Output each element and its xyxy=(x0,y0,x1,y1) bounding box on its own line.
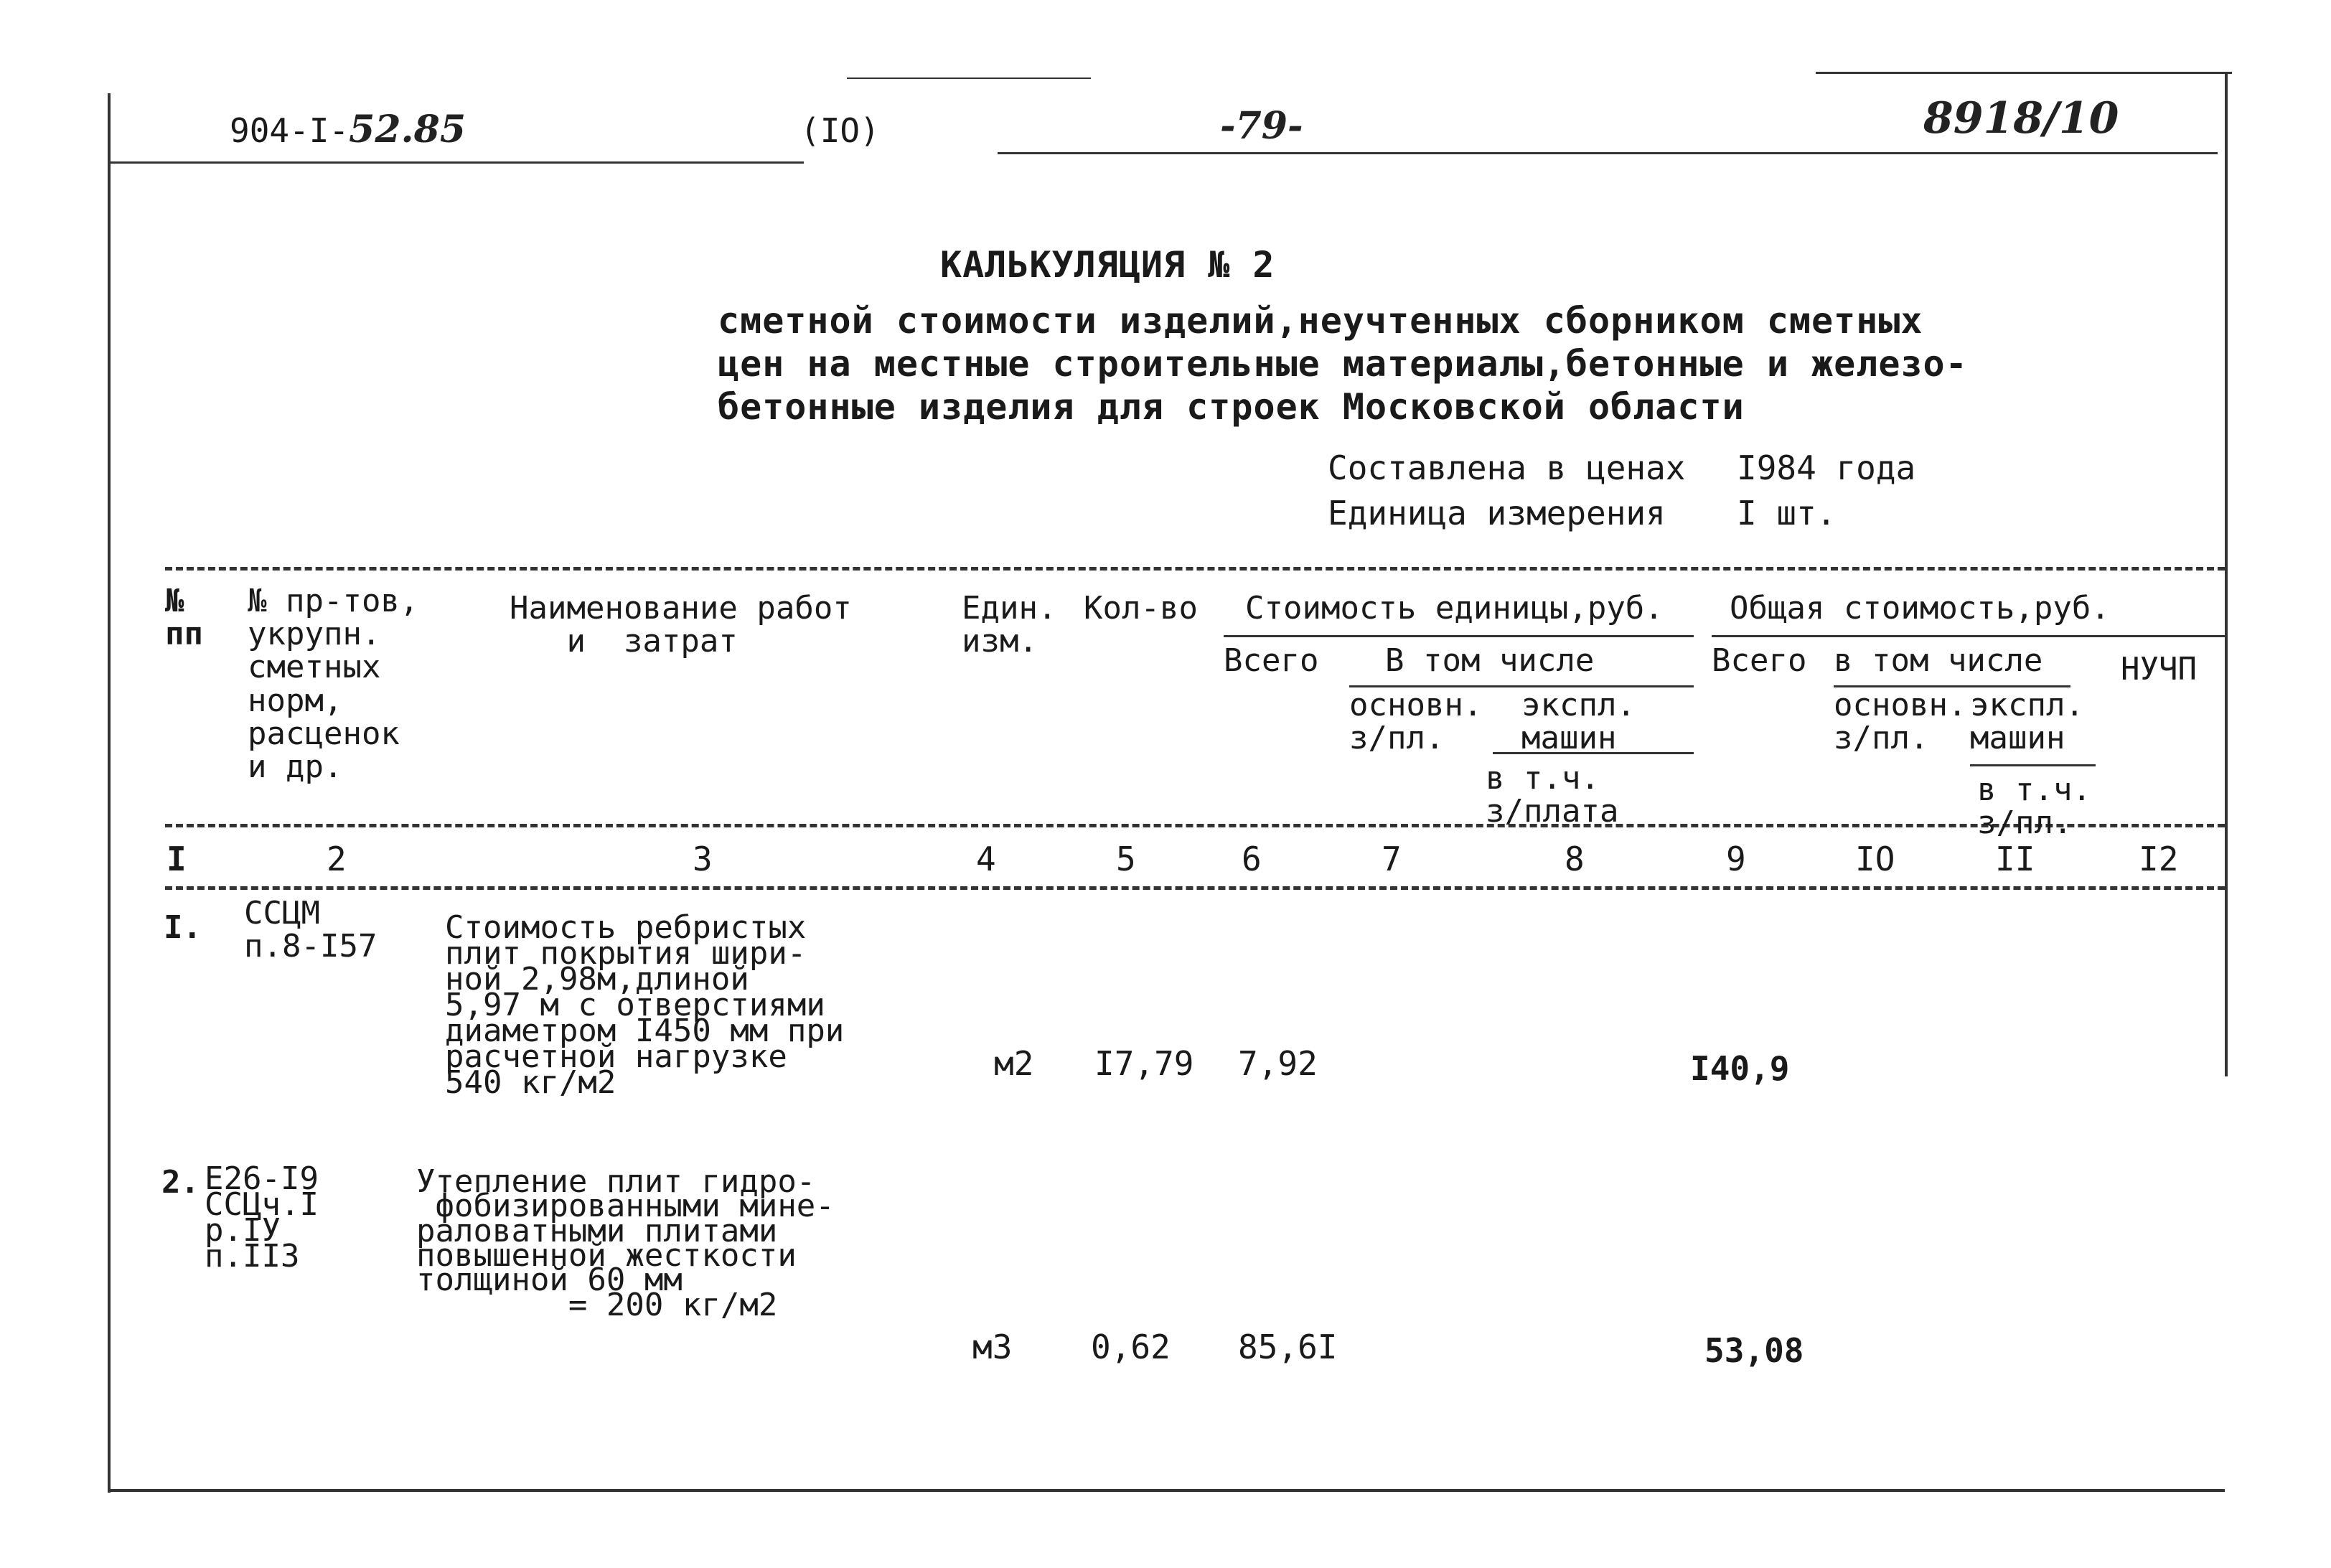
top-border-mark-right xyxy=(1816,72,2232,74)
row-2-qty: 0,62 xyxy=(1091,1328,1171,1366)
doc-code-handwritten: 52.85 xyxy=(349,108,466,151)
sheet-code-handwritten: 8918/10 xyxy=(1923,93,2119,144)
col-number-3: 3 xyxy=(693,840,713,878)
right-border xyxy=(2225,72,2228,1076)
col-header-total-incl: в том числе xyxy=(1834,642,2043,679)
col-header-unit-machines-pay: в т.ч. з/плата xyxy=(1486,760,1619,830)
row-2-code: Е26-I9 ССЦч.I р.IУ п.II3 xyxy=(205,1160,319,1275)
col-header-code: № пр-тов, укрупн. сметных норм, расценок и др. xyxy=(248,583,419,785)
col-header-total-cost-group: Общая стоимость,руб. xyxy=(1730,590,2110,626)
col-header-unit-cost-group: Стоимость единицы,руб. xyxy=(1245,590,1664,626)
row-1-qty: I7,79 xyxy=(1094,1044,1194,1083)
bottom-border xyxy=(108,1489,2225,1492)
page-number: -79- xyxy=(1220,104,1303,148)
prices-label: Составлена в ценах xyxy=(1328,449,1686,487)
col-header-total-base-pay: основн. з/пл. xyxy=(1834,687,1967,757)
calc-heading: КАЛЬКУЛЯЦИЯ № 2 xyxy=(940,244,1275,286)
table-top-dashed-line xyxy=(165,567,2225,571)
col-number-9: 9 xyxy=(1726,840,1746,878)
col-number-2: 2 xyxy=(327,840,347,878)
row-1-name: Стоимость ребристых плит покрытия шири- ной 2,98м,длиной 5,97 м с отверстиями диаметром I450 мм при расчетной нагрузке 540 кг/м2 xyxy=(445,909,845,1102)
col-header-unit-machines: экспл. машин xyxy=(1521,687,1636,757)
calc-subtitle-line-2: цен на местные строительные материалы,бетонные и железо- xyxy=(718,343,1968,385)
col-header-total-total: Всего xyxy=(1712,642,1807,679)
row-2-number: 2. xyxy=(161,1164,200,1201)
col-number-6: 6 xyxy=(1242,840,1262,878)
row-2-unit-total: 85,6I xyxy=(1238,1328,1338,1366)
col-number-12: I2 xyxy=(2139,840,2179,878)
row-1-unit: м2 xyxy=(994,1044,1034,1083)
row-1-total: I40,9 xyxy=(1690,1049,1790,1088)
col-number-8: 8 xyxy=(1565,840,1585,878)
col-number-7: 7 xyxy=(1382,840,1402,878)
prices-value: I984 года xyxy=(1737,449,1916,487)
total-machines-underline xyxy=(1970,764,2096,766)
col-numbers-dashed-line xyxy=(165,886,2225,890)
calc-subtitle-line-1: сметной стоимости изделий,неучтенных сборником сметных xyxy=(718,300,1923,342)
col-header-unit-incl: В том числе xyxy=(1385,642,1595,679)
left-border xyxy=(108,93,111,1493)
col-number-11: II xyxy=(1995,840,2035,878)
col-header-n: № пп xyxy=(165,583,203,653)
col-header-unit: Един. изм. xyxy=(962,590,1057,660)
unit-cost-underline xyxy=(1224,635,1694,637)
doc-code xyxy=(230,108,466,151)
doc-code-printed: 904-I- xyxy=(230,111,350,150)
total-cost-underline xyxy=(1712,635,2225,637)
col-header-name: Наименование работ и затрат xyxy=(510,590,852,660)
col-number-5: 5 xyxy=(1116,840,1136,878)
row-2-unit: м3 xyxy=(972,1328,1013,1366)
row-2-name: Утепление плит гидро- фобизированными мине- раловатными плитами повышенной жесткости толщиной 60 мм = 200 кг/м2 xyxy=(416,1163,835,1323)
row-2-total: 53,08 xyxy=(1704,1331,1804,1370)
row-1-code: ССЦМ п.8-I57 xyxy=(244,895,377,965)
col-number-10: IO xyxy=(1855,840,1895,878)
col-header-unit-base-pay: основн. з/пл. xyxy=(1349,687,1483,757)
col-header-unit-total: Всего xyxy=(1224,642,1319,679)
header-bottom-dashed-line xyxy=(165,824,2225,827)
calc-subtitle-line-3: бетонные изделия для строек Московской области xyxy=(718,386,1745,428)
unit-value: I шт. xyxy=(1737,494,1837,532)
unit-label: Единица измерения xyxy=(1328,494,1666,532)
col-number-1: I xyxy=(166,840,187,878)
row-1-unit-total: 7,92 xyxy=(1238,1044,1318,1083)
sheet-in-parens: (IO) xyxy=(800,111,880,150)
col-header-total-machines: экспл. машин xyxy=(1970,687,2084,757)
top-border-mark xyxy=(847,78,1091,79)
col-header-qty: Кол-во xyxy=(1084,590,1198,626)
top-border-left xyxy=(108,161,804,164)
col-header-total-machines-pay: в т.ч. з/пл. xyxy=(1977,771,2091,842)
col-header-nuchp: НУЧП xyxy=(2121,651,2197,687)
row-1-number: I. xyxy=(164,909,202,946)
top-border-right xyxy=(998,152,2218,154)
col-number-4: 4 xyxy=(976,840,996,878)
